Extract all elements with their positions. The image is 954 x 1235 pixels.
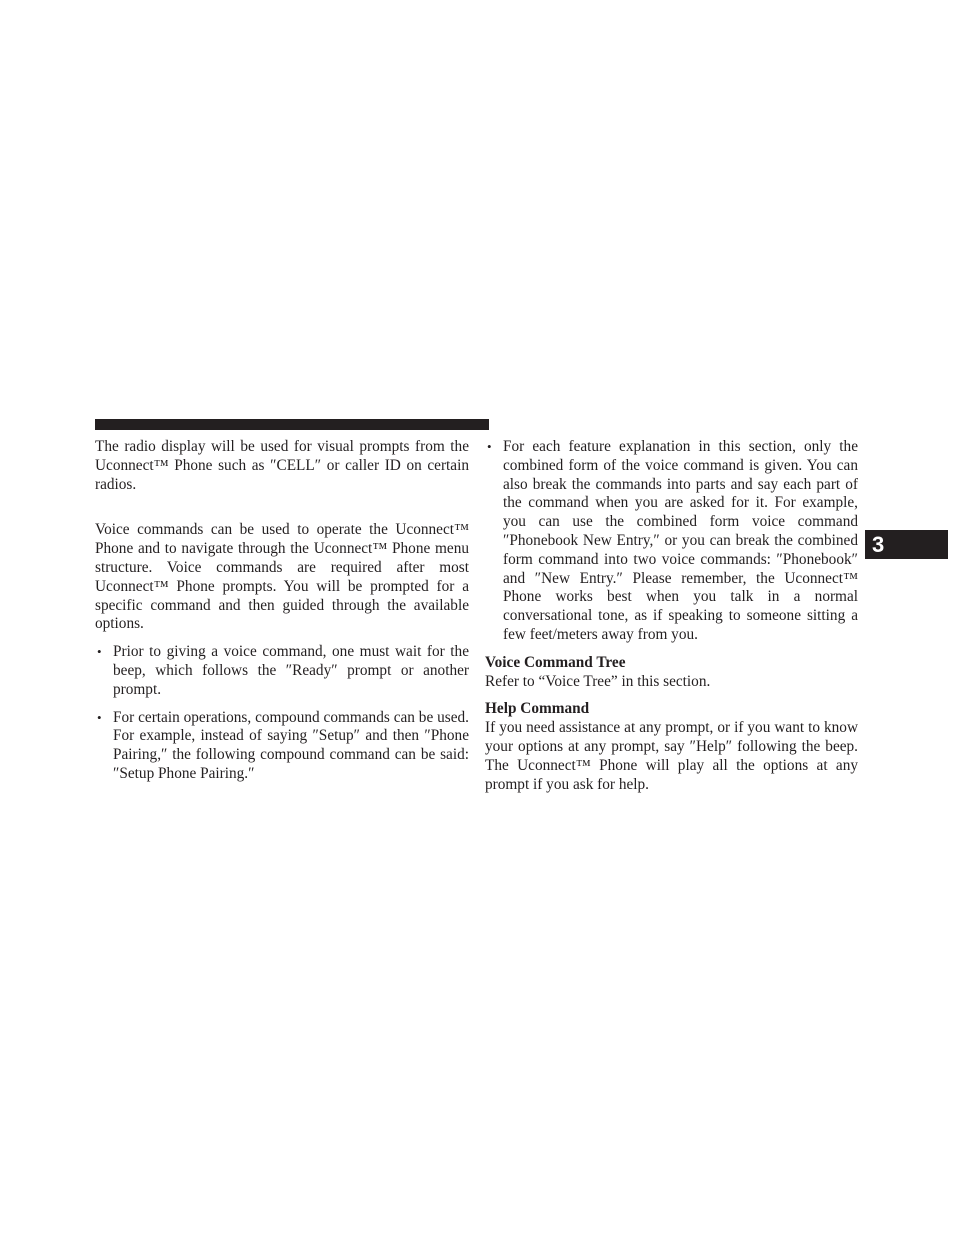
section-body-voice-command-tree: Refer to “Voice Tree” in this section. bbox=[485, 672, 711, 690]
section-body-help-command: If you need assistance at any prompt, or if you want to know your options at any prompt, say ″Help″ following the beep. The Uconnect™ Phone will play all the options at any prompt if you ask for help. bbox=[485, 719, 858, 793]
left-column bbox=[95, 438, 469, 784]
paragraph-voice-commands: Voice commands can be used to operate the Uconnect™ Phone and to navigate through the Uconnect™ Phone menu structure. Voice commands are required after most Uconnect™ Phone prompts. You will be prompted for a specific command and then guided through the available options. bbox=[95, 521, 469, 633]
list-item bbox=[95, 709, 469, 784]
bullet-text: For certain operations, compound commands can be used. For example, instead of saying ″Setup″ and then ″Phone Pairing,″ the following compound command can be said: ″Setup Phone Pairing.″ bbox=[113, 708, 469, 782]
chapter-tab: 3 bbox=[865, 530, 948, 559]
bullet-marker: • bbox=[97, 709, 102, 725]
bullet-marker: • bbox=[487, 439, 492, 454]
section-rule bbox=[95, 419, 489, 430]
list-item bbox=[485, 438, 858, 645]
bullet-text: Prior to giving a voice command, one must wait for the beep, which follows the ″Ready″ prompt or another prompt. bbox=[113, 643, 469, 698]
bullet-marker: • bbox=[97, 644, 102, 660]
section-heading-help-command: Help Command bbox=[485, 700, 590, 718]
list-item bbox=[95, 643, 469, 699]
bullet-text: For each feature explanation in this section, only the combined form of the voice command is given. You can also break the commands into parts and say each part of the command when you are asked for it. For example, you can use the combined form voice command ″Phonebook New Entry,″ or you can break the combined form command into two voice commands: ″Phonebook″ and ″New Entry.″ Please remember, the Uconnect™ Phone works best when you talk in a normal conversational tone, as if speaking to someone sitting a few feet/meters away from you. bbox=[503, 438, 858, 643]
right-column bbox=[485, 438, 858, 794]
section-heading-voice-command-tree: Voice Command Tree bbox=[485, 653, 626, 671]
paragraph-radio-display: The radio display will be used for visual prompts from the Uconnect™ Phone such as ″CELL″ or caller ID on certain radios. bbox=[95, 438, 469, 493]
